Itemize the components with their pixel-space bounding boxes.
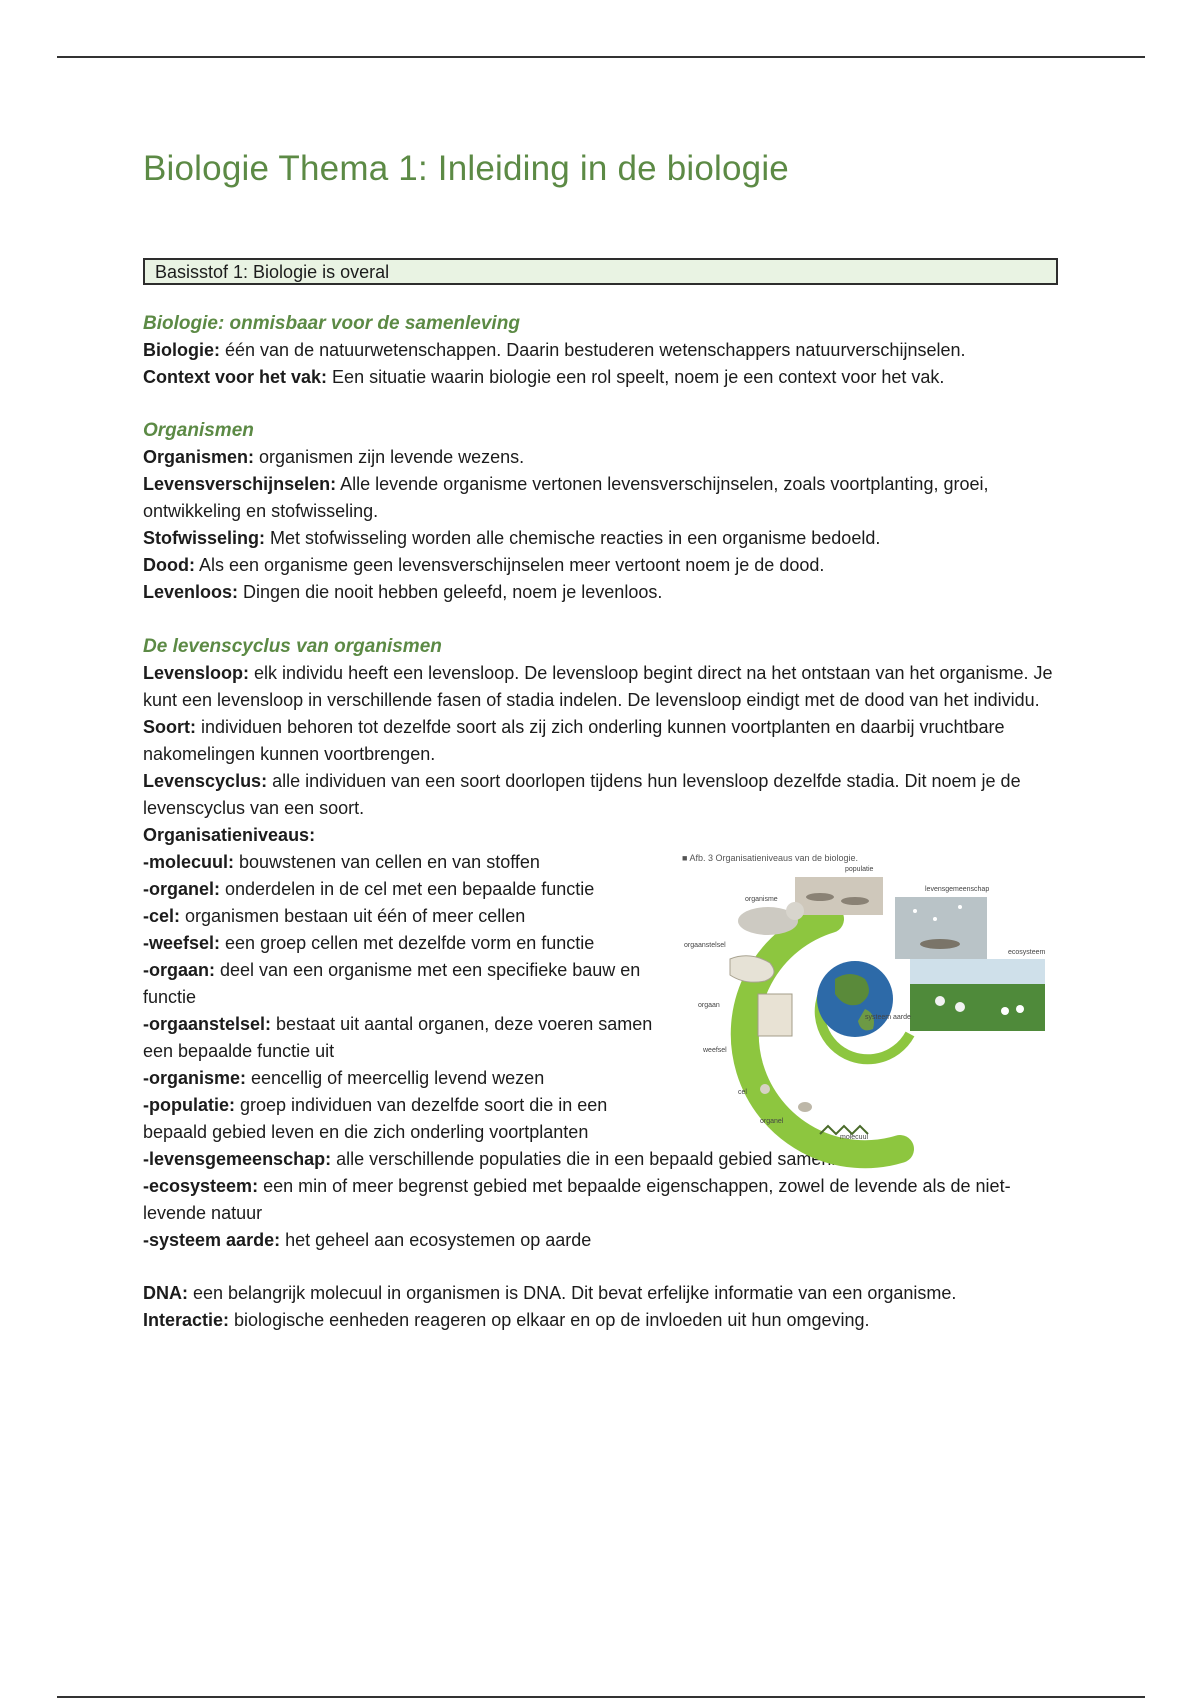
label-orgaan: orgaan bbox=[698, 1002, 720, 1009]
label-orgaanstelsel: orgaanstelsel bbox=[684, 942, 726, 949]
heading-biologie-samenleving: Biologie: onmisbaar voor de samenleving bbox=[143, 313, 520, 334]
label-organisme: organisme bbox=[745, 896, 778, 903]
level-orgaanstelsel: -orgaanstelsel: bestaat uit aantal organen, deze voeren samen een bepaalde functie uit bbox=[143, 1014, 653, 1061]
level-ecosysteem: -ecosysteem: een min of meer begrenst gebied met bepaalde eigenschappen, zowel de levende als de niet-levende natuur bbox=[143, 1176, 1011, 1223]
label-ecosysteem: ecosysteem bbox=[1008, 949, 1046, 956]
label-levensgemeenschap: levensgemeenschap bbox=[925, 886, 990, 893]
cel-marker bbox=[760, 1084, 770, 1094]
level-organisme: -organisme: eencellig of meercellig levend wezen bbox=[143, 1068, 545, 1088]
label-weefsel: weefsel bbox=[703, 1047, 727, 1054]
organisatieniveaus-block bbox=[143, 849, 1058, 1146]
paragraph-dood: Dood: Als een organisme geen levensverschijnselen meer vertoont noem je de dood. bbox=[143, 555, 825, 575]
heading-organisatieniveaus: Organisatieniveaus: bbox=[143, 825, 316, 845]
label-molecuul: molecuul bbox=[840, 1134, 869, 1141]
paragraph-context: Context voor het vak: Een situatie waarin biologie een rol speelt, noem je een context voor het vak. bbox=[143, 367, 945, 387]
bird-3 bbox=[958, 905, 962, 909]
seal-1 bbox=[806, 893, 834, 901]
goose-2 bbox=[1016, 1005, 1024, 1013]
seal-3 bbox=[920, 939, 960, 949]
bird-1 bbox=[913, 909, 917, 913]
label-populatie: populatie bbox=[845, 866, 874, 873]
paragraph-levensverschijnselen: Levensverschijnselen: Alle levende organisme vertonen levensverschijnselen, zoals voortplanting, groei, ontwikkeling en stofwisseling. bbox=[143, 474, 989, 521]
photo-levensgemeenschap bbox=[895, 897, 987, 959]
organel-marker bbox=[798, 1102, 812, 1112]
paragraph-stofwisseling: Stofwisseling: Met stofwisseling worden alle chemische reacties in een organisme bedoeld. bbox=[143, 528, 881, 548]
paragraph-levensloop: Levensloop: elk individu heeft een levensloop. De levensloop begint direct na het ontstaan van het organisme. Je kunt een levensloop in verschillende fasen of stadia indelen. De levensloop eindigt met de dood van het individu. bbox=[143, 663, 1053, 710]
level-orgaan: -orgaan: deel van een organisme met een specifieke bauw en functie bbox=[143, 960, 641, 1007]
paragraph-organismen: Organismen: organismen zijn levende wezens. bbox=[143, 447, 525, 467]
bottom-rule bbox=[57, 1696, 1145, 1698]
figure-caption: ■ Afb. 3 Organisatieniveaus van de biologie. bbox=[682, 853, 859, 863]
seal-head bbox=[786, 902, 804, 920]
paragraph-levenloos: Levenloos: Dingen die nooit hebben geleefd, noem je levenloos. bbox=[143, 582, 663, 602]
level-weefsel: -weefsel: een groep cellen met dezelfde vorm en functie bbox=[143, 933, 595, 953]
sky-ecosysteem bbox=[910, 959, 1045, 984]
sheep-2 bbox=[955, 1002, 965, 1012]
paragraph-levenscyclus: Levenscyclus: alle individuen van een soort doorlopen tijdens hun levensloop dezelfde stadia. Dit noem je de levenscyclus van een soort. bbox=[143, 771, 1021, 818]
label-organel: organel bbox=[760, 1118, 784, 1125]
label-cel: cel bbox=[738, 1089, 747, 1096]
heading-organismen: Organismen bbox=[143, 420, 254, 441]
dna-molecuul bbox=[820, 1126, 868, 1134]
level-organel: -organel: onderdelen in de cel met een bepaalde functie bbox=[143, 879, 595, 899]
section-box-basisstof: Basisstof 1: Biologie is overal bbox=[143, 258, 1058, 285]
label-systeem-aarde: systeem aarde bbox=[865, 1014, 911, 1021]
photo-weefsel bbox=[758, 994, 792, 1036]
bird-2 bbox=[933, 917, 937, 921]
sheep-1 bbox=[935, 996, 945, 1006]
goose-1 bbox=[1001, 1007, 1009, 1015]
level-systeem-aarde: -systeem aarde: het geheel aan ecosystemen op aarde bbox=[143, 1230, 592, 1250]
paragraph-dna: DNA: een belangrijk molecuul in organismen is DNA. Dit bevat erfelijke informatie van een organisme. bbox=[143, 1283, 957, 1303]
document-body bbox=[143, 140, 1058, 1334]
paragraph-interactie: Interactie: biologische eenheden reageren op elkaar en op de invloeden uit hun omgeving. bbox=[143, 1310, 870, 1330]
seal-2 bbox=[841, 897, 869, 905]
level-cel: -cel: organismen bestaan uit één of meer cellen bbox=[143, 906, 526, 926]
figure-illustration bbox=[670, 849, 1085, 1169]
heading-levenscyclus: De levenscyclus van organismen bbox=[143, 636, 442, 657]
level-molecuul: -molecuul: bouwstenen van cellen en van stoffen bbox=[143, 852, 540, 872]
level-populatie: -populatie: groep individuen van dezelfde soort die in een bepaald gebied leven en die zich onderling voortplanten bbox=[143, 1095, 608, 1142]
organisatieniveaus-list bbox=[143, 849, 658, 1146]
organisatieniveaus-figure bbox=[670, 849, 1085, 1169]
paragraph-biologie: Biologie: één van de natuurwetenschappen. Daarin bestuderen wetenschappers natuurverschijnselen. bbox=[143, 340, 966, 360]
top-rule bbox=[57, 56, 1145, 58]
paragraph-soort: Soort: individuen behoren tot dezelfde soort als zij zich onderling kunnen voortplanten en daarbij vruchtbare nakomelingen kunnen voortbrengen. bbox=[143, 717, 1005, 764]
level-levensgemeenschap: -levensgemeenschap: alle verschillende populaties die in een bepaald gebied samenleven bbox=[143, 1149, 875, 1169]
document-title: Biologie Thema 1: Inleiding in de biologie bbox=[143, 149, 789, 188]
